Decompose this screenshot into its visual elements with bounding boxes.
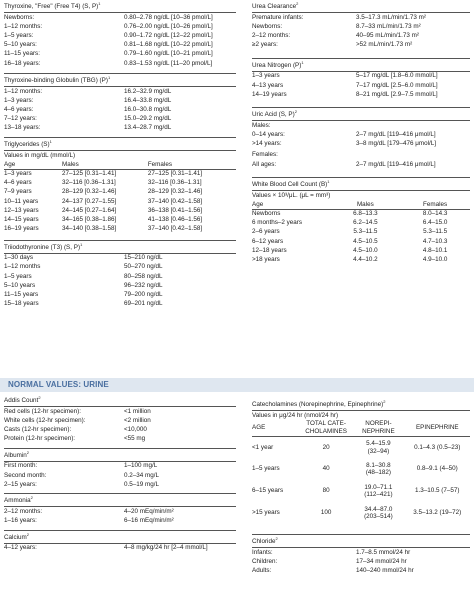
table-cell: 24–137 [0.27–1.55] — [62, 197, 117, 205]
item-label: 1–5 years — [4, 272, 32, 280]
item-value: 69–201 ng/dL — [124, 300, 163, 308]
table-row — [252, 255, 470, 264]
catecholamines-table — [252, 420, 470, 524]
left-column — [4, 0, 236, 309]
item-value: 50–270 ng/dL — [124, 263, 163, 271]
item-label: Adults: — [252, 567, 272, 575]
table-row — [252, 246, 470, 255]
table-cell: 5.4–15.9 (32–94) — [366, 439, 391, 455]
item-label: 5–10 years: — [4, 41, 37, 49]
table-cell: 8.0–14.3 — [422, 210, 448, 218]
units-note: Values in μg/24 hr (nmol/24 hr) — [252, 411, 339, 419]
list-item — [4, 22, 236, 31]
section-title: Calcium$^2$ — [4, 531, 29, 541]
item-value: 79–200 ng/dL — [124, 290, 163, 298]
table-cell: 34–140 [0.38–1.58] — [62, 225, 117, 233]
table-cell: 28–129 [0.32–1.46] — [147, 188, 203, 196]
list-item — [252, 31, 470, 40]
section-title: White Blood Cell Count $(B)^1$ — [252, 179, 330, 189]
item-label: 2–12 months: — [252, 31, 291, 39]
section-title: Thyroxine, "Free" (Free T4) (S, P)$^1$ — [4, 1, 101, 11]
table-cell: 14–15 years — [4, 215, 39, 223]
list-item — [4, 41, 236, 50]
table-cell: Newborns — [252, 210, 281, 218]
tbg-section — [4, 73, 236, 133]
list-item — [4, 516, 236, 525]
list-item — [252, 41, 470, 50]
table-cell: 1–5 years — [252, 465, 280, 473]
column-header: Males — [62, 160, 148, 169]
item-value: 15.0–29.2 mg/dL — [124, 115, 172, 123]
table-cell: 32–116 [0.36–1.31] — [147, 179, 202, 187]
table-cell: <1 year — [252, 443, 274, 451]
table-cell: 6–15 years — [252, 487, 284, 495]
list-item — [4, 407, 236, 416]
table-cell: 6.2–14.5 — [353, 219, 378, 227]
table-cell: 10–11 years — [4, 197, 39, 205]
table-cell: 5.3–11.5 — [353, 228, 378, 236]
section-title: Catecholamines (Norepinephrine, Epinephrine)$^2$ — [252, 399, 386, 409]
item-label: 1–30 days — [4, 254, 34, 262]
item-label: All ages: — [252, 160, 277, 168]
list-item — [4, 124, 236, 133]
table-row — [252, 237, 470, 246]
item-value: 0.80–2.78 ng/dL [10–36 pmol/L] — [124, 13, 213, 21]
item-value: 4–8 mg/kg/24 hr [2–4 mmol/L] — [124, 544, 208, 552]
catecholamines-section — [252, 398, 470, 524]
uric-acid-section — [252, 107, 470, 169]
item-label: Protein (12-hr specimen): — [4, 435, 76, 443]
item-value: 16.0–30.8 mg/dL — [124, 106, 172, 114]
item-label: 4–13 years — [252, 81, 284, 89]
table-cell: 2–6 years — [252, 228, 280, 236]
item-label: Newborns: — [4, 13, 35, 21]
list-item — [4, 13, 236, 22]
item-value: 17–34 mmol/24 hr — [356, 558, 407, 566]
item-label: >14 years: — [252, 140, 282, 148]
item-label: 1–3 years — [252, 72, 280, 80]
column-header: NOREPI- NEPHRINE — [352, 420, 404, 436]
table-row — [252, 458, 470, 480]
item-label: ≥2 years: — [252, 41, 278, 49]
item-label: 5–10 years — [4, 281, 36, 289]
item-label: 16–18 years: — [4, 59, 41, 67]
item-label: 13–18 years: — [4, 124, 41, 132]
table-cell: 4.7–10.3 — [422, 237, 448, 245]
column-header: Females — [148, 160, 236, 169]
item-value: >52 mL/min/1.73 m² — [356, 41, 413, 49]
table-cell: 5.3–11.5 — [423, 228, 448, 236]
item-value: <55 mg — [124, 435, 146, 443]
table-row — [4, 188, 236, 197]
urea-nitrogen-section — [252, 58, 470, 100]
item-value: 140–240 mmol/24 hr — [356, 567, 414, 575]
item-value: 4–20 mEq/min/m² — [124, 507, 174, 515]
table-cell: 36–138 [0.41–1.56] — [147, 206, 203, 214]
table-cell: 27–125 [0.31–1.41] — [62, 170, 117, 178]
table-cell: 34–165 [0.38–1.86] — [62, 215, 117, 223]
t3-section — [4, 240, 236, 309]
calcium-section — [4, 530, 236, 553]
item-label: 2–15 years: — [4, 480, 37, 488]
column-header: Females — [400, 200, 470, 209]
item-label: 11–15 years — [4, 290, 39, 298]
triglycerides-section — [4, 137, 236, 234]
list-item — [252, 22, 470, 31]
units-note: Values in mg/dL (mmol/L) — [4, 151, 76, 159]
table-cell: 37–140 [0.42–1.58] — [147, 225, 203, 233]
list-item — [4, 272, 236, 281]
list-item — [4, 507, 236, 516]
table-cell: >15 years — [252, 509, 280, 517]
table-cell: 6 months–2 years — [252, 219, 303, 227]
item-label: 2–12 months: — [4, 507, 43, 515]
list-item — [4, 31, 236, 40]
item-label: Infants: — [252, 548, 273, 556]
item-value: 0.81–1.68 ng/dL [10–22 pmol/L] — [124, 41, 213, 49]
table-cell: 7–9 years — [4, 188, 32, 196]
table-cell: 16–19 years — [4, 225, 39, 233]
table-row — [252, 209, 470, 218]
item-label: 1–12 months: — [4, 22, 43, 30]
column-header: AGE — [252, 420, 300, 436]
column-header: EPINEPHRINE — [405, 420, 470, 436]
list-item — [4, 480, 236, 489]
table-cell: 41–138 [0.46–1.56] — [147, 215, 203, 223]
table-cell: 32–116 [0.36–1.31] — [62, 179, 116, 187]
table-cell: 6.8–13.3 — [353, 210, 378, 218]
item-label: Children: — [252, 558, 278, 566]
list-item — [4, 290, 236, 299]
triglycerides-table — [4, 160, 236, 234]
item-label: 1–3 years: — [4, 96, 34, 104]
table-row — [4, 215, 236, 224]
albumin-section — [4, 448, 236, 490]
list-item — [4, 105, 236, 114]
section-title: Thyroxine-binding Globulin (TBG) $(P)^1$ — [4, 75, 111, 85]
item-label: 1–12 months — [4, 263, 41, 271]
right-column — [252, 0, 470, 265]
addis-section — [4, 394, 236, 444]
item-value: 0.5–19 mg/L — [124, 480, 160, 488]
item-value: 7–17 mg/dL [2.5–6.0 mmol/L] — [356, 81, 438, 89]
table-row — [4, 197, 236, 206]
urine-right-column — [252, 398, 470, 576]
list-item — [252, 548, 470, 557]
item-value: 0.79–1.60 ng/dL [10–21 pmol/L] — [124, 50, 213, 58]
item-value: 3.5–17.3 mL/min/1.73 m² — [356, 13, 427, 21]
table-cell: 12–13 years — [4, 206, 39, 214]
wbc-table — [252, 200, 470, 264]
list-item — [252, 13, 470, 22]
item-value: 0.76–2.00 ng/dL [10–26 pmol/L] — [124, 22, 213, 30]
item-label: Red cells (12-hr specimen): — [4, 407, 81, 415]
table-cell: 28–129 [0.32–1.46] — [62, 188, 117, 196]
list-item — [4, 544, 236, 553]
list-item — [4, 300, 236, 309]
females-label: Females: — [252, 151, 278, 159]
list-item — [252, 558, 470, 567]
item-value: 1–100 mg/L — [124, 462, 158, 470]
item-value: <2 million — [124, 416, 151, 424]
item-value: 3–8 mg/dL [179–476 μmol/L] — [356, 140, 437, 148]
item-value: 1.7–8.5 mmol/24 hr — [356, 548, 411, 556]
units-note: Values × 10³/μL. (μL = mm³) — [252, 191, 331, 199]
list-item — [4, 50, 236, 59]
section-title: Chloride$^2$ — [252, 536, 278, 546]
table-cell: 6–12 years — [252, 237, 284, 245]
section-title: Urea Clearance$^2$ — [252, 1, 299, 11]
item-value: 40–95 mL/min/1.73 m² — [356, 31, 419, 39]
section-title: Uric Acid (S, P)$^2$ — [252, 109, 297, 119]
item-label: Second month: — [4, 471, 47, 479]
list-item — [252, 81, 470, 90]
list-item — [4, 462, 236, 471]
item-value: 5–17 mg/dL [1.8–6.0 mmol/L] — [356, 72, 438, 80]
item-value: 2–7 mg/dL [119–416 μmol/L] — [356, 131, 436, 139]
table-row — [252, 436, 470, 458]
item-label: Premature infants: — [252, 13, 304, 21]
item-value: 96–232 ng/dL — [124, 281, 163, 289]
list-item — [4, 281, 236, 290]
column-header: TOTAL CATE- CHOLAMINES — [300, 420, 352, 436]
item-value: 8.7–33 mL/min/1.73 m² — [356, 22, 421, 30]
item-label: 15–18 years — [4, 300, 39, 308]
item-label: White cells (12-hr specimen): — [4, 416, 86, 424]
item-value: <1 million — [124, 407, 151, 415]
item-value: 16.4–33.8 mg/dL — [124, 96, 172, 104]
column-header: Age — [252, 200, 330, 209]
banner-title: NORMAL VALUES: URINE — [8, 380, 109, 389]
list-item — [4, 115, 236, 124]
section-title: Addis Count$^2$ — [4, 395, 41, 405]
list-item — [252, 160, 470, 169]
table-cell: 27–125 [0.31–1.41] — [147, 170, 203, 178]
item-value: 0.83–1.53 ng/dL [11–20 pmol/L] — [124, 59, 213, 67]
males-label: Males: — [252, 121, 271, 129]
item-value: 16.2–32.9 mg/dL — [124, 87, 172, 95]
table-cell: 100 — [320, 509, 332, 517]
table-row — [4, 224, 236, 233]
table-row — [4, 178, 236, 187]
table-cell: 24–145 [0.27–1.64] — [62, 206, 117, 214]
item-value: 2–7 mg/dL [119–416 μmol/L] — [356, 160, 436, 168]
thyroxine-section — [4, 0, 236, 68]
table-cell: 80 — [322, 487, 330, 495]
item-value: 15–210 ng/dL — [124, 254, 163, 262]
table-cell: 3.5–13.2 (19–72) — [413, 509, 462, 517]
list-item — [252, 72, 470, 81]
table-cell: 0.8–9.1 (4–50) — [416, 465, 458, 473]
table-cell: 34.4–87.0 (203–514) — [364, 505, 393, 521]
item-label: 11–15 years: — [4, 50, 40, 58]
item-label: 7–12 years: — [4, 115, 37, 123]
table-cell: 19.0–71.1 (112–421) — [364, 483, 393, 499]
item-label: 4–12 years: — [4, 544, 37, 552]
item-value: 13.4–28.7 mg/dL — [124, 124, 172, 132]
item-label: Casts (12-hr specimen): — [4, 425, 72, 433]
list-item — [4, 435, 236, 444]
item-label: 0–14 years: — [252, 131, 285, 139]
section-title: Albumin$^2$ — [4, 449, 29, 459]
column-header: Age — [4, 160, 62, 169]
section-title: Urea Nitrogen $(P)^1$ — [252, 59, 304, 69]
list-item — [252, 140, 470, 149]
table-cell: 1.3–10.5 (7–57) — [415, 487, 460, 495]
item-label: First month: — [4, 462, 38, 470]
list-item — [4, 263, 236, 272]
table-cell: 12–18 years — [252, 246, 287, 254]
list-item — [252, 90, 470, 99]
table-row — [252, 219, 470, 228]
item-label: 1–5 years: — [4, 31, 34, 39]
section-title: Ammonia$^2$ — [4, 495, 33, 505]
item-label: Newborns: — [252, 22, 283, 30]
table-cell: 37–140 [0.42–1.58] — [147, 197, 203, 205]
list-item — [4, 471, 236, 480]
table-cell: 1–3 years — [4, 170, 32, 178]
column-header: Males — [330, 200, 400, 209]
list-item — [4, 59, 236, 68]
section-banner — [0, 378, 474, 392]
list-item — [4, 96, 236, 105]
table-cell: 4.4–10.2 — [353, 256, 378, 264]
table-row — [252, 480, 470, 502]
table-cell: 4.5–10.5 — [353, 237, 378, 245]
item-value: 8–21 mg/dL [2.9–7.5 mmol/L] — [356, 90, 438, 98]
item-value: 6–16 mEq/min/m² — [124, 517, 174, 525]
list-item — [252, 130, 470, 139]
table-cell: 20 — [322, 443, 330, 451]
list-item — [252, 567, 470, 576]
item-label: 1–16 years: — [4, 517, 37, 525]
table-cell: 8.1–30.8 (48–182) — [365, 461, 392, 477]
table-cell: >18 years — [252, 256, 280, 264]
table-cell: 6.4–15.0 — [422, 219, 448, 227]
item-value: 0.2–34 mg/L — [124, 471, 160, 479]
section-title: Triglycerides $(S)^1$ — [4, 138, 52, 149]
list-item — [4, 87, 236, 96]
item-label: 4–6 years: — [4, 106, 34, 114]
item-label: 14–19 years — [252, 90, 287, 98]
table-cell: 4.5–10.0 — [353, 246, 378, 254]
item-label: 1–12 months: — [4, 87, 43, 95]
urea-clearance-section — [252, 0, 470, 50]
ammonia-section — [4, 493, 236, 525]
item-value: 0.90–1.72 ng/dL [12–22 pmol/L] — [124, 31, 213, 39]
table-row — [4, 206, 236, 215]
list-item — [4, 425, 236, 434]
table-cell: 40 — [322, 465, 330, 473]
urine-left-column — [4, 394, 236, 553]
table-cell: 4–6 years — [4, 179, 32, 187]
item-value: <10,000 — [124, 425, 147, 433]
section-title: Triiodothyronine (T3) (S, P)$^1$ — [4, 241, 83, 251]
chloride-section — [252, 534, 470, 576]
table-row — [252, 502, 470, 524]
list-item — [4, 254, 236, 263]
table-cell: 4.8–10.1 — [422, 246, 448, 254]
wbc-section — [252, 177, 470, 264]
table-row — [4, 169, 236, 178]
table-row — [252, 228, 470, 237]
table-cell: 0.1–4.3 (0.5–23) — [414, 443, 461, 451]
item-value: 80–258 ng/dL — [124, 272, 163, 280]
table-cell: 4.9–10.0 — [422, 256, 448, 264]
list-item — [4, 416, 236, 425]
